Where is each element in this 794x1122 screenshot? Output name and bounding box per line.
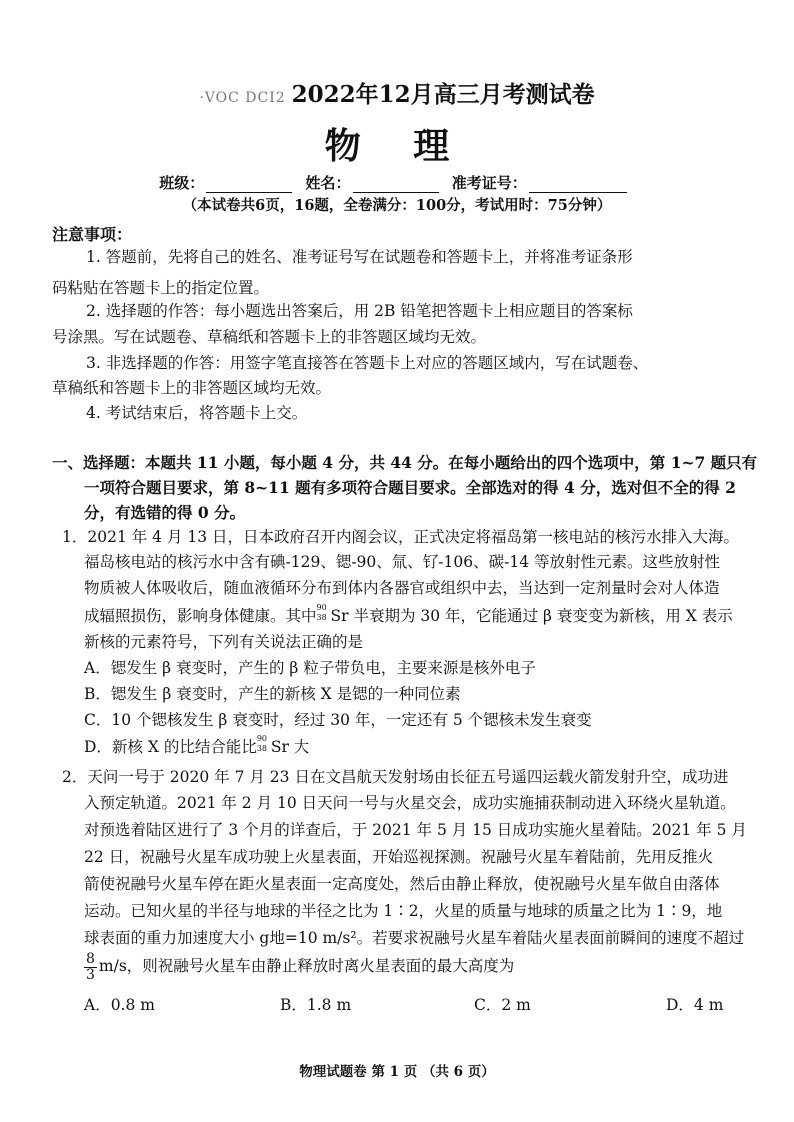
student-info-line xyxy=(0,172,794,193)
q2-line-8 xyxy=(84,946,514,986)
q2-line-1: 2．天问一号于 2020 年 7 月 23 日在文昌航天发射场由长征五号遥四运载火箭发射升空，成功进 xyxy=(62,768,729,786)
subject-title: 物 理 xyxy=(324,125,470,167)
q1-option-b: B．锶发生 β 衰变时，产生的新核 X 是锶的一种同位素 xyxy=(84,685,461,703)
q2-line-8-text: m/s，则祝融号火星车由静止释放时离火星表面的最大高度为 xyxy=(98,957,515,975)
section-1-line-3: 分，有选错的得 0 分。 xyxy=(84,503,246,522)
q1-line-4-b: Sr 半衰期为 30 年，它能通过 β 衰变变为新核，用 X 表示 xyxy=(330,607,733,625)
atomic-number: 38 xyxy=(316,613,327,622)
q2-line-7: 球表面的重力加速度大小 g地=10 m/s²。若要求祝融号火星车着陆火星表面前瞬间的速度不超过 xyxy=(84,929,745,947)
q2-line-5: 箭使祝融号火星车停在距火星表面一定高度处，然后由静止释放，使祝融号火星车做自由落体 xyxy=(84,875,720,893)
fraction-denominator: 3 xyxy=(86,966,95,983)
exam-title xyxy=(0,76,794,109)
note-1-line-2: 码粘贴在答题卡上的指定位置。 xyxy=(52,279,270,297)
note-4: 4. 考试结束后，将答题卡上交。 xyxy=(86,404,308,422)
q1-line-1: 1．2021 年 4 月 13 日，日本政府召开内阁会议，正式决定将福岛第一核电站的核污水排入大海。 xyxy=(62,528,740,546)
ticket-blank xyxy=(529,178,627,193)
q1-line-3: 物质被人体吸收后，随血液循环分布到体内各器官或组织中去，当达到一定剂量时会对人体造 xyxy=(84,579,720,597)
q1-line-2: 福岛核电站的核污水中含有碘-129、锶-90、氚、钌-106、碳-14 等放射性元素。这些放射性 xyxy=(84,553,720,571)
note-1-line-1: 1. 答题前，先将自己的姓名、准考证号写在试题卷和答题卡上，并将准考证条形 xyxy=(86,248,633,266)
name-label: 姓名： xyxy=(305,174,351,192)
speed-fraction xyxy=(84,952,97,983)
mass-number-d: 90 xyxy=(256,734,268,743)
notes-title: 注意事项： xyxy=(52,225,133,244)
class-label: 班级： xyxy=(159,174,205,192)
section-1-line-1: 一、选择题：本题共 11 小题，每小题 4 分，共 44 分。在每小题给出的四个选项中，第 1~7 题只有 xyxy=(52,453,758,472)
q1-option-d xyxy=(84,732,309,763)
note-3-line-1: 3. 非选择题的作答：用签字笔直接答在答题卡上对应的答题区域内，写在试题卷、 xyxy=(86,354,649,372)
name-blank xyxy=(353,178,439,193)
page-footer: 物理试题卷 第 1 页 （共 6 页） xyxy=(299,1064,495,1080)
mass-number: 90 xyxy=(316,603,327,612)
q2-option-c: C．2 m xyxy=(474,996,531,1014)
q1-line-5: 新核的元素符号，下列有关说法正确的是 xyxy=(84,633,364,651)
note-2-line-2: 号涂黑。写在试题卷、草稿纸和答题卡上的非答题区域均无效。 xyxy=(52,328,487,346)
q1-option-d-b: Sr 大 xyxy=(270,738,310,756)
class-blank xyxy=(206,178,292,193)
ticket-label: 准考证号： xyxy=(451,174,527,192)
note-3-line-2: 草稿纸和答题卡上的非答题区域均无效。 xyxy=(52,379,332,397)
fraction-numerator: 8 xyxy=(86,950,95,967)
q2-option-b: B．1.8 m xyxy=(280,996,352,1014)
q1-option-d-a: D．新核 X 的比结合能比 xyxy=(84,738,257,756)
q1-line-4-a: 成辐照损伤，影响身体健康。其中 xyxy=(84,607,317,625)
atomic-number-d: 38 xyxy=(256,744,268,753)
note-2-line-1: 2. 选择题的作答：每小题选出答案后，用 2B 铅笔把答题卡上相应题目的答案标 xyxy=(86,302,633,320)
q2-option-d: D．4 m xyxy=(666,996,724,1014)
q1-option-c: C．10 个锶核发生 β 衰变时，经过 30 年，一定还有 5 个锶核未发生衰变 xyxy=(84,711,592,729)
q2-line-4: 22 日，祝融号火星车成功驶上火星表面，开始巡视探测。祝融号火星车着陆前，先用反推火 xyxy=(84,848,714,866)
exam-title-text: 2022年12月高三月考测试卷 xyxy=(291,81,595,108)
section-1-line-2: 一项符合题目要求，第 8~11 题有多项符合题目要求。全部选对的得 4 分，选对但不全的得 2 xyxy=(84,478,736,497)
sr90-nuclide-d xyxy=(257,736,271,754)
header-stamp: ·VOC DCI2 xyxy=(199,90,286,106)
q2-line-6: 运动。已知火星的半径与地球的半径之比为 1∶2，火星的质量与地球的质量之比为 1∶9，地 xyxy=(84,902,723,920)
q2-line-3: 对预选着陆区进行了 3 个月的详查后，于 2021 年 5 月 15 日成功实施火星着陆。2021 年 5 月 xyxy=(84,821,747,839)
q1-option-a: A．锶发生 β 衰变时，产生的 β 粒子带负电，主要来源是核外电子 xyxy=(84,659,536,677)
exam-meta: （本试卷共6页，16题，全卷满分：100分，考试用时：75分钟） xyxy=(182,197,612,214)
q2-line-2: 入预定轨道。2021 年 2 月 10 日天问一号与火星交会，成功实施捕获制动进入环绕火星轨道。 xyxy=(84,794,736,812)
q2-option-a: A．0.8 m xyxy=(84,996,155,1014)
sr90-nuclide xyxy=(317,605,331,623)
